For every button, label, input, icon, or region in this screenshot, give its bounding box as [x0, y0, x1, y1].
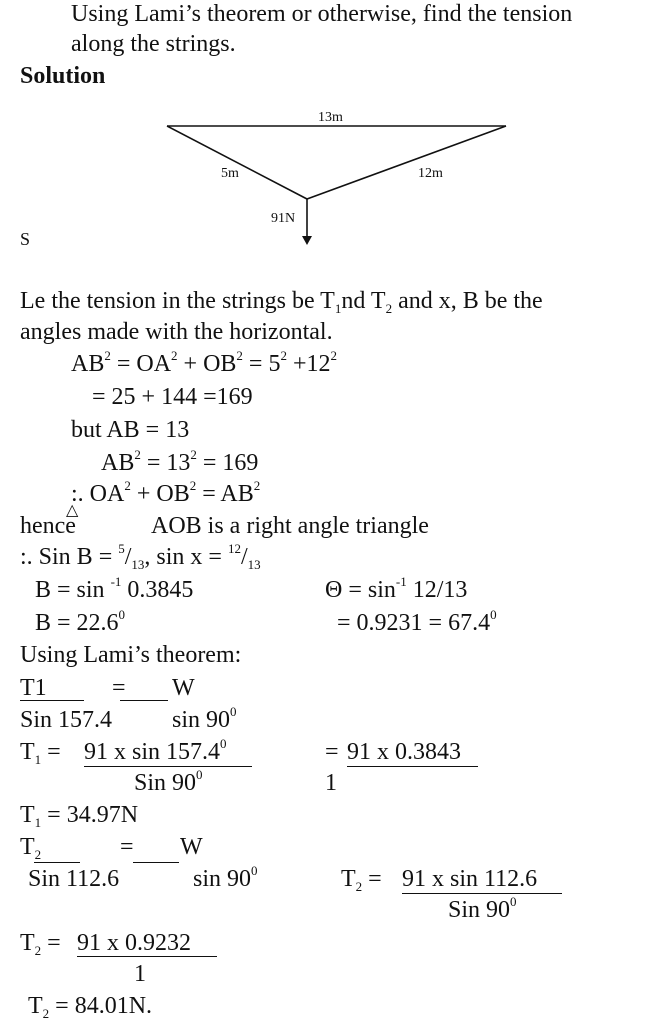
t2-result: $T_2 = 84.01N$.	[28, 993, 153, 1021]
t1-ratio-num-left: T1	[20, 675, 47, 701]
label-5m: 5m	[221, 166, 239, 181]
eq-pythag-5: :. $OA^2 + OB^2 = AB^2$	[71, 478, 261, 507]
fraction-bar	[34, 862, 80, 863]
t2-calc-den: Sin $90^0$	[448, 894, 517, 923]
t1-calc-lhs: $T_1$ =	[20, 739, 61, 767]
b-inverse: B = sin $^{-1}$ 0.3845	[35, 574, 194, 603]
eq-pythag-1: $AB^2 = OA^2 + OB^2 = 5^2 +12^2$	[71, 348, 338, 377]
stray-letter: S	[20, 229, 31, 249]
solution-heading: Solution	[20, 63, 106, 89]
t2-ratio-den-left: Sin 112.6	[28, 866, 120, 892]
t2-calc-num: 91 x sin 112.6	[402, 866, 538, 892]
t1-calc2-den: 1	[325, 770, 337, 796]
t2-calc2-num: 91 x 0.9232	[77, 930, 191, 956]
fraction-bar	[120, 700, 168, 701]
fraction-bar	[20, 700, 84, 701]
t2-ratio-eq: =	[120, 834, 134, 860]
t1-calc2-eq: =	[325, 739, 339, 765]
eq-pythag-2: = 25 + 144 =169	[92, 384, 253, 410]
string-right	[307, 126, 506, 199]
theta-inverse: $\Theta = \sin^{-1} 12/13$	[325, 574, 468, 603]
hence-statement: AOB is a right angle triangle	[151, 513, 429, 539]
t2-calc2-lhs: $T_2$ =	[20, 930, 61, 958]
t2-ratio-num-right: W	[180, 834, 203, 860]
eq-pythag-4: $AB^2 = 13^2 = 169$	[101, 447, 259, 476]
sin-ratios: :. Sin $B = ^5/_{13}$, $\sin x = ^{12}/_{13}$	[20, 541, 261, 572]
t2-ratio-num-left: $T_2$	[20, 834, 42, 862]
triangle-icon: △	[66, 502, 79, 519]
string-left	[167, 126, 307, 199]
label-91n: 91N	[271, 211, 296, 226]
t1-ratio-num-right: W	[172, 675, 195, 701]
problem-line-2: along the strings.	[71, 31, 236, 57]
fraction-bar	[402, 893, 562, 894]
intro-line-2: angles made with the horizontal.	[20, 319, 333, 345]
t1-calc-den: Sin $90^0$	[134, 767, 203, 796]
fraction-bar	[133, 862, 179, 863]
hence-word: hence	[20, 513, 76, 539]
problem-line-1: Using Lami’s theorem or otherwise, find the tension	[71, 1, 573, 27]
t1-calc2-num: 91 x 0.3843	[347, 739, 461, 765]
arrow-down-icon	[302, 236, 312, 245]
fraction-bar	[347, 766, 478, 767]
string-tension-diagram	[0, 0, 671, 260]
t1-ratio-eq: =	[112, 675, 126, 701]
fraction-bar	[77, 956, 217, 957]
t2-calc2-den: 1	[134, 961, 146, 987]
eq-pythag-3: but AB = 13	[71, 417, 190, 443]
theta-value: = $0.9231 = 67.4^0$	[337, 607, 497, 636]
t2-calc-lhs: $T_2$ =	[341, 866, 382, 894]
t2-ratio-den-right: $\sin 90^0$	[193, 863, 258, 892]
t1-ratio-den-left: Sin 157.4	[20, 707, 113, 733]
label-13m: 13m	[318, 110, 343, 125]
lami-heading: Using Lami’s theorem:	[20, 642, 242, 668]
fraction-bar	[84, 766, 252, 767]
label-12m: 12m	[418, 166, 443, 181]
intro-line-1: Le the tension in the strings be $T_1nd$ $T_2$ and x, B be the	[20, 288, 543, 316]
b-value: $B = 22.6^0$	[35, 607, 126, 636]
t1-result: $T_1 = 34.97N$	[20, 802, 139, 830]
t1-ratio-den-right: $\sin 90^0$	[172, 704, 237, 733]
t1-calc-num: 91 x sin 157.4$^0$	[84, 736, 227, 765]
